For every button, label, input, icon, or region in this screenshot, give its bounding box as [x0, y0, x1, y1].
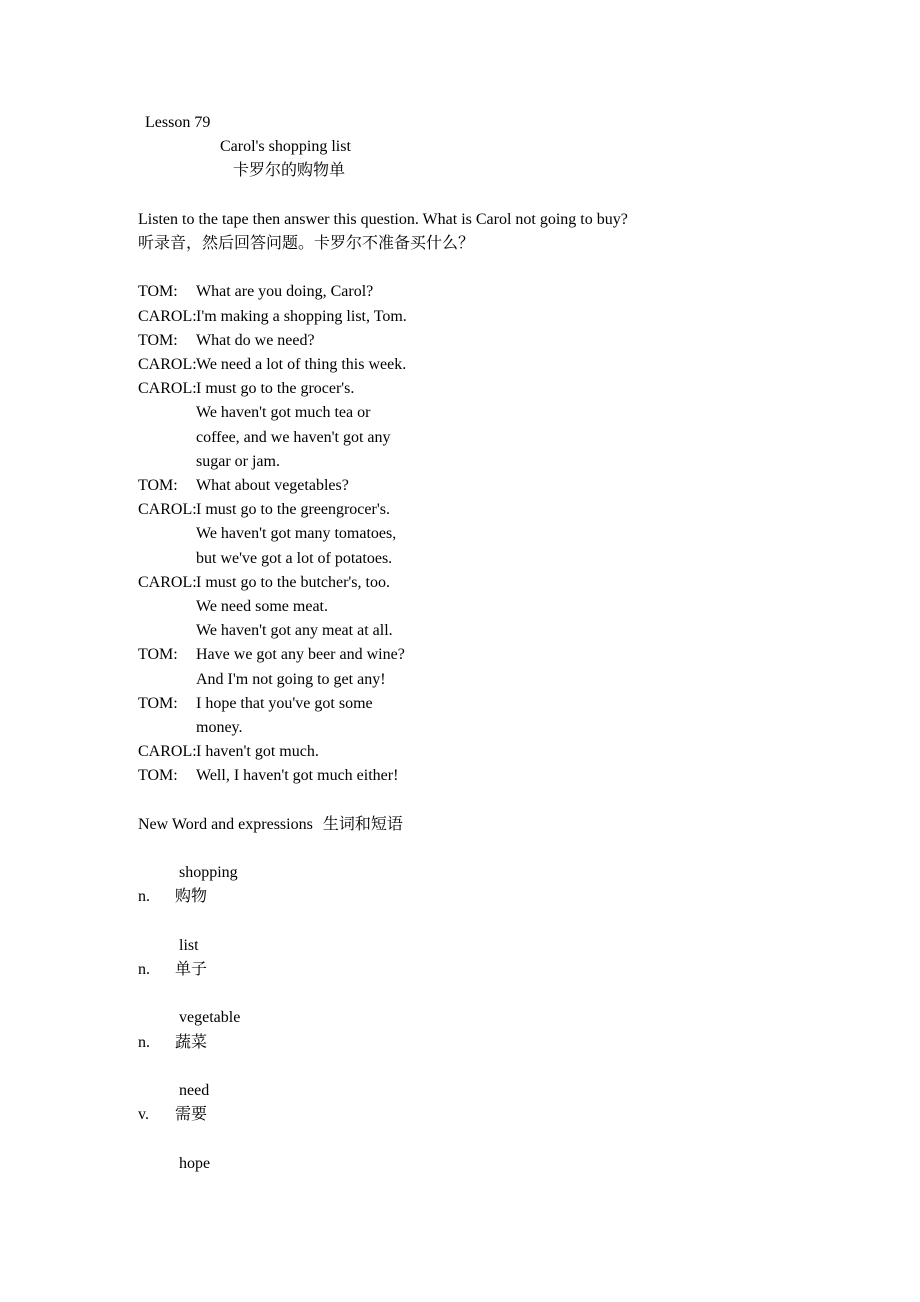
- speech-text: We need some meat.: [196, 598, 328, 616]
- speech-text: We haven't got much tea or: [196, 404, 371, 422]
- speaker-label: CAROL:: [138, 743, 197, 761]
- dialogue-line: [138, 522, 798, 546]
- vocab-heading: [138, 813, 798, 837]
- vocab-heading-en: New Word and expressions: [138, 815, 313, 833]
- spacer: [138, 837, 798, 861]
- instruction-en: Listen to the tape then answer this question. What is Carol not going to buy?: [138, 210, 628, 228]
- vocab-pos: v.: [138, 1106, 149, 1124]
- speech-text: coffee, and we haven't got any: [196, 428, 391, 446]
- spacer: [138, 982, 798, 1006]
- speaker-label: [138, 619, 196, 643]
- speech-text: What about vegetables?: [196, 477, 349, 495]
- speech-text: I must go to the greengrocer's.: [196, 501, 390, 519]
- dialogue-line: [138, 668, 798, 692]
- dialogue-line: [138, 619, 798, 643]
- lesson-title-zh: 卡罗尔的购物单: [233, 162, 346, 180]
- vocab-translation-row: [138, 1103, 798, 1127]
- speaker-label: CAROL:: [138, 380, 197, 398]
- vocab-word: shopping: [179, 864, 238, 882]
- vocab-word: list: [179, 936, 199, 954]
- vocab-translation-row: [138, 1031, 798, 1055]
- speaker-label: [138, 522, 196, 546]
- speech-text: I hope that you've got some: [196, 694, 373, 712]
- vocab-pos: n.: [138, 888, 150, 906]
- speech-text: We haven't got many tomatoes,: [196, 525, 397, 543]
- dialogue-line: [138, 280, 798, 304]
- vocab-meaning: 购物: [175, 888, 208, 906]
- speech-text: I haven't got much.: [196, 743, 319, 761]
- speech-text: We need a lot of thing this week.: [196, 356, 407, 373]
- dialogue-line: [138, 305, 798, 329]
- dialogue-line: [138, 595, 798, 619]
- dialogue-line: [138, 353, 798, 377]
- speech-text: sugar or jam.: [196, 452, 280, 470]
- vocab-pos: n.: [138, 1033, 150, 1051]
- dialogue-line: [138, 450, 798, 474]
- speaker-label: CAROL:: [138, 356, 197, 373]
- speech-text: but we've got a lot of potatoes.: [196, 549, 393, 567]
- lesson-number: Lesson 79: [145, 114, 211, 131]
- dialogue-line: [138, 571, 798, 595]
- speech-text: And I'm not going to get any!: [196, 670, 386, 688]
- vocab-meaning: 单子: [175, 961, 208, 979]
- speaker-label: CAROL:: [138, 501, 197, 519]
- dialogue-line: [138, 377, 798, 401]
- speech-text: What are you doing, Carol?: [196, 283, 374, 301]
- speaker-label: TOM:: [138, 283, 178, 301]
- spacer: [138, 789, 798, 813]
- speech-text: I'm making a shopping list, Tom.: [196, 307, 407, 325]
- speaker-label: TOM:: [138, 767, 178, 785]
- speaker-label: [138, 595, 196, 619]
- dialogue-line: [138, 401, 798, 425]
- speaker-label: [138, 716, 196, 740]
- spacer: [138, 184, 798, 208]
- vocab-word: need: [179, 1082, 210, 1100]
- speech-text: We haven't got any meat at all.: [196, 622, 393, 640]
- dialogue-line: [138, 740, 798, 764]
- speaker-label: TOM:: [138, 331, 178, 349]
- speaker-label: CAROL:: [138, 573, 197, 591]
- speaker-label: [138, 426, 196, 450]
- spacer: [138, 256, 798, 280]
- speaker-label: [138, 450, 196, 474]
- vocab-heading-zh: 生词和短语: [322, 815, 403, 833]
- dialogue-line: [138, 498, 798, 522]
- speaker-label: TOM:: [138, 477, 178, 495]
- dialogue-line: [138, 692, 798, 716]
- speaker-label: TOM:: [138, 646, 178, 664]
- vocab-pos: n.: [138, 961, 150, 979]
- dialogue-line: [138, 764, 798, 788]
- spacer: [138, 1055, 798, 1079]
- vocab-list: [138, 861, 798, 1176]
- spacer: [138, 910, 798, 934]
- speech-text: What do we need?: [196, 331, 315, 349]
- speaker-label: TOM:: [138, 694, 178, 712]
- dialogue-line: [138, 547, 798, 571]
- dialogue-line: [138, 474, 798, 498]
- dialogue-line: [138, 426, 798, 450]
- document-content: [138, 111, 798, 1176]
- vocab-word: hope: [179, 1154, 211, 1172]
- dialogue-line: [138, 716, 798, 740]
- vocab-translation-row: [138, 885, 798, 909]
- vocab-word: vegetable: [179, 1009, 241, 1027]
- speech-text: I must go to the grocer's.: [196, 380, 355, 398]
- speaker-label: [138, 401, 196, 425]
- spacer: [138, 1127, 798, 1151]
- instruction-zh: 听录音，然后回答问题。卡罗尔不准备买什么？: [138, 235, 475, 252]
- dialogue: [138, 280, 798, 788]
- vocab-meaning: 蔬菜: [175, 1033, 208, 1051]
- dialogue-line: [138, 329, 798, 353]
- speech-text: I must go to the butcher's, too.: [196, 573, 390, 591]
- lesson-title-en: Carol's shopping list: [220, 138, 351, 156]
- speech-text: money.: [196, 719, 243, 737]
- vocab-translation-row: [138, 958, 798, 982]
- vocab-meaning: 需要: [175, 1106, 208, 1124]
- speaker-label: [138, 547, 196, 571]
- speech-text: Well, I haven't got much either!: [196, 767, 399, 785]
- speaker-label: [138, 668, 196, 692]
- speaker-label: CAROL:: [138, 307, 197, 325]
- dialogue-line: [138, 643, 798, 667]
- speech-text: Have we got any beer and wine?: [196, 646, 405, 664]
